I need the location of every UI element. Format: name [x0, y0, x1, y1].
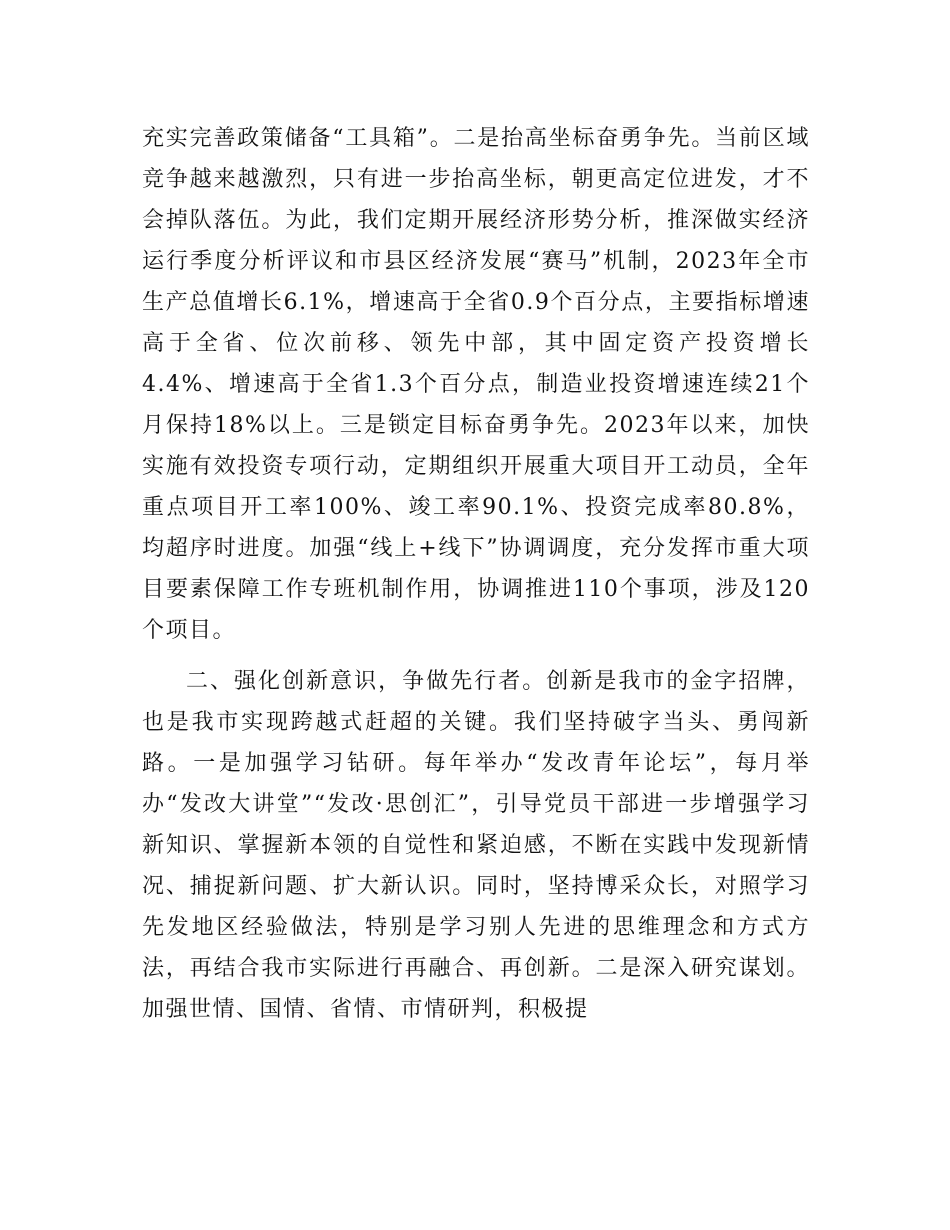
paragraph-continued: 充实完善政策储备“工具箱”。二是抬高坐标奋勇争先。当前区域竞争越来越激烈，只有进一步抬高坐标，朝更高定位进发，才不会掉队落伍。为此，我们定期开展经济形势分析，推深做实经济运行季度分析评议和市县区经济发展“赛马”机制，2023年全市生产总值增长6.1%，增速高于全省0.9个百分点，主要指标增速高于全省、位次前移、领先中部，其中固定资产投资增长4.4%、增速高于全省1.3个百分点，制造业投资增速连续21个月保持18%以上。三是锁定目标奋勇争先。2023年以来，加快实施有效投资专项行动，定期组织开展重大项目开工动员，全年重点项目开工率100%、竣工率90.1%、投资完成率80.8%，均超序时进度。加强“线上+线下”协调调度，充分发挥市重大项目要素保障工作专班机制作用，协调推进110个事项，涉及120个项目。 [142, 126, 810, 643]
paragraph-section-two: 二、强化创新意识，争做先行者。创新是我市的金字招牌，也是我市实现跨越式赶超的关键。我们坚持破字当头、勇闯新路。一是加强学习钻研。每年举办“发改青年论坛”，每月举办“发改大讲堂”“发改·思创汇”，引导党员干部进一步增强学习新知识、掌握新本领的自觉性和紧迫感，不断在实践中发现新情况、捕捉新问题、扩大新认识。同时，坚持博采众长，对照学习先发地区经验做法，特别是学习别人先进的思维理念和方式方法，再结合我市实际进行再融合、再创新。二是深入研究谋划。加强世情、国情、省情、市情研判，积极提 [142, 669, 810, 1022]
document-page [142, 118, 810, 1030]
